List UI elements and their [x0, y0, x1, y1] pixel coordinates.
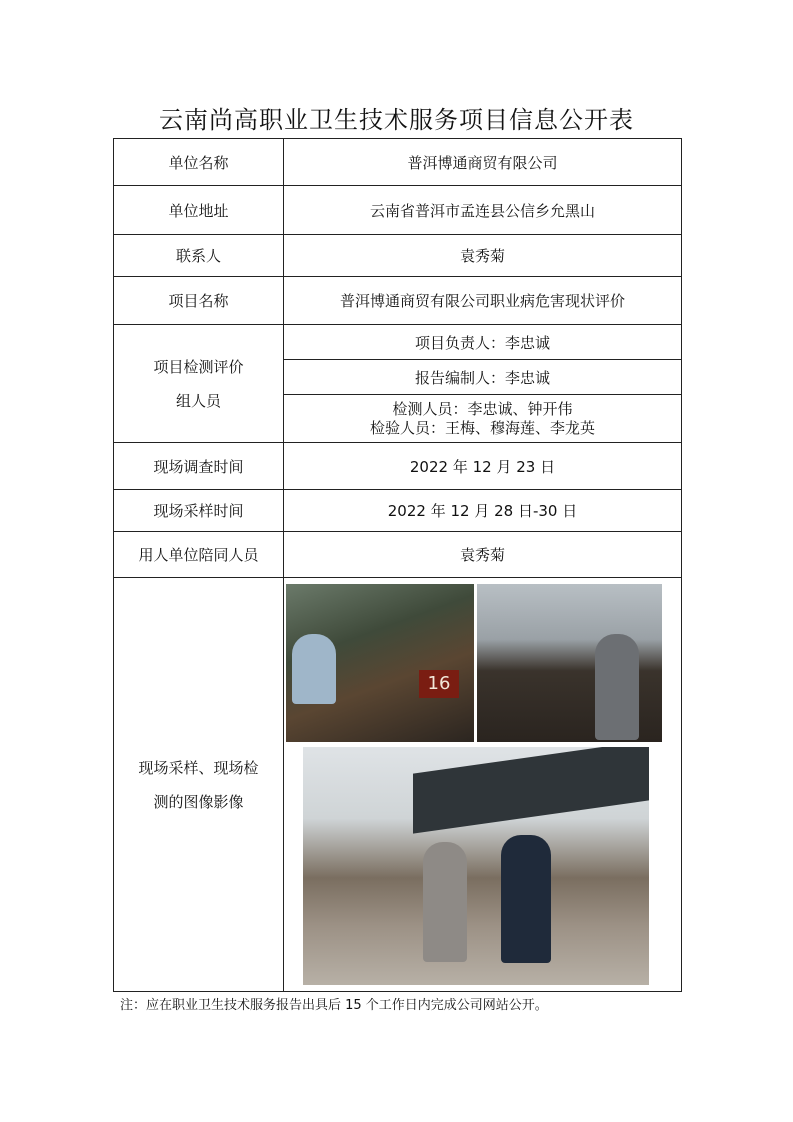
label-images-line1: 现场采样、现场检 — [138, 758, 259, 777]
label-team-line1: 项目检测评价 — [153, 357, 244, 376]
label-unit-name: 单位名称 — [114, 139, 284, 186]
photo-worker-figure — [292, 634, 336, 704]
photo-staff-right-figure — [501, 835, 551, 963]
row-unit-name — [114, 139, 682, 186]
row-survey-time — [114, 443, 682, 490]
value-unit-name: 普洱博通商贸有限公司 — [284, 139, 682, 186]
label-survey-time: 现场调查时间 — [114, 443, 284, 490]
value-lab-staff: 检验人员：王梅、穆海莲、李龙英 — [369, 418, 595, 437]
info-table — [113, 138, 682, 992]
photo-inspector-figure — [595, 634, 639, 740]
value-contact: 袁秀菊 — [284, 235, 682, 277]
row-team-lead — [114, 325, 682, 360]
value-project-name: 普洱博通商贸有限公司职业病危害现状评价 — [284, 277, 682, 325]
photo-inspector-warehouse — [477, 584, 662, 742]
row-project-name — [114, 277, 682, 325]
row-sampling-time — [114, 490, 682, 532]
label-project-name: 项目名称 — [114, 277, 284, 325]
images-cell — [284, 578, 682, 992]
photo-staff-yard — [303, 747, 649, 985]
photo-area — [284, 580, 681, 990]
photo-roof-shape — [413, 747, 649, 834]
label-unit-address: 单位地址 — [114, 186, 284, 235]
row-contact — [114, 235, 682, 277]
label-escort: 用人单位陪同人员 — [114, 532, 284, 578]
value-survey-time: 2022 年 12 月 23 日 — [284, 443, 682, 490]
photo-staff-left-figure — [423, 842, 467, 962]
page-title: 云南尚高职业卫生技术服务项目信息公开表 — [159, 106, 634, 134]
value-team-staff — [284, 395, 682, 443]
value-project-lead: 项目负责人：李忠诚 — [284, 325, 682, 360]
value-report-author: 报告编制人：李忠诚 — [284, 360, 682, 395]
row-escort — [114, 532, 682, 578]
photo-tag-label: 16 — [419, 670, 459, 698]
label-team-line2: 组人员 — [175, 391, 221, 410]
label-team — [114, 325, 284, 443]
label-sampling-time: 现场采样时间 — [114, 490, 284, 532]
row-unit-address — [114, 186, 682, 235]
value-inspectors: 检测人员：李忠诚、钟开伟 — [392, 399, 573, 418]
photo-sampling-equipment — [286, 584, 474, 742]
label-images — [114, 578, 284, 992]
value-sampling-time: 2022 年 12 月 28 日-30 日 — [284, 490, 682, 532]
value-unit-address: 云南省普洱市孟连县公信乡允黑山 — [284, 186, 682, 235]
label-contact: 联系人 — [114, 235, 284, 277]
footnote: 注：应在职业卫生技术服务报告出具后 15 个工作日内完成公司网站公开。 — [120, 998, 548, 1013]
label-images-line2: 测的图像影像 — [153, 792, 244, 811]
value-escort: 袁秀菊 — [284, 532, 682, 578]
row-images — [114, 578, 682, 992]
